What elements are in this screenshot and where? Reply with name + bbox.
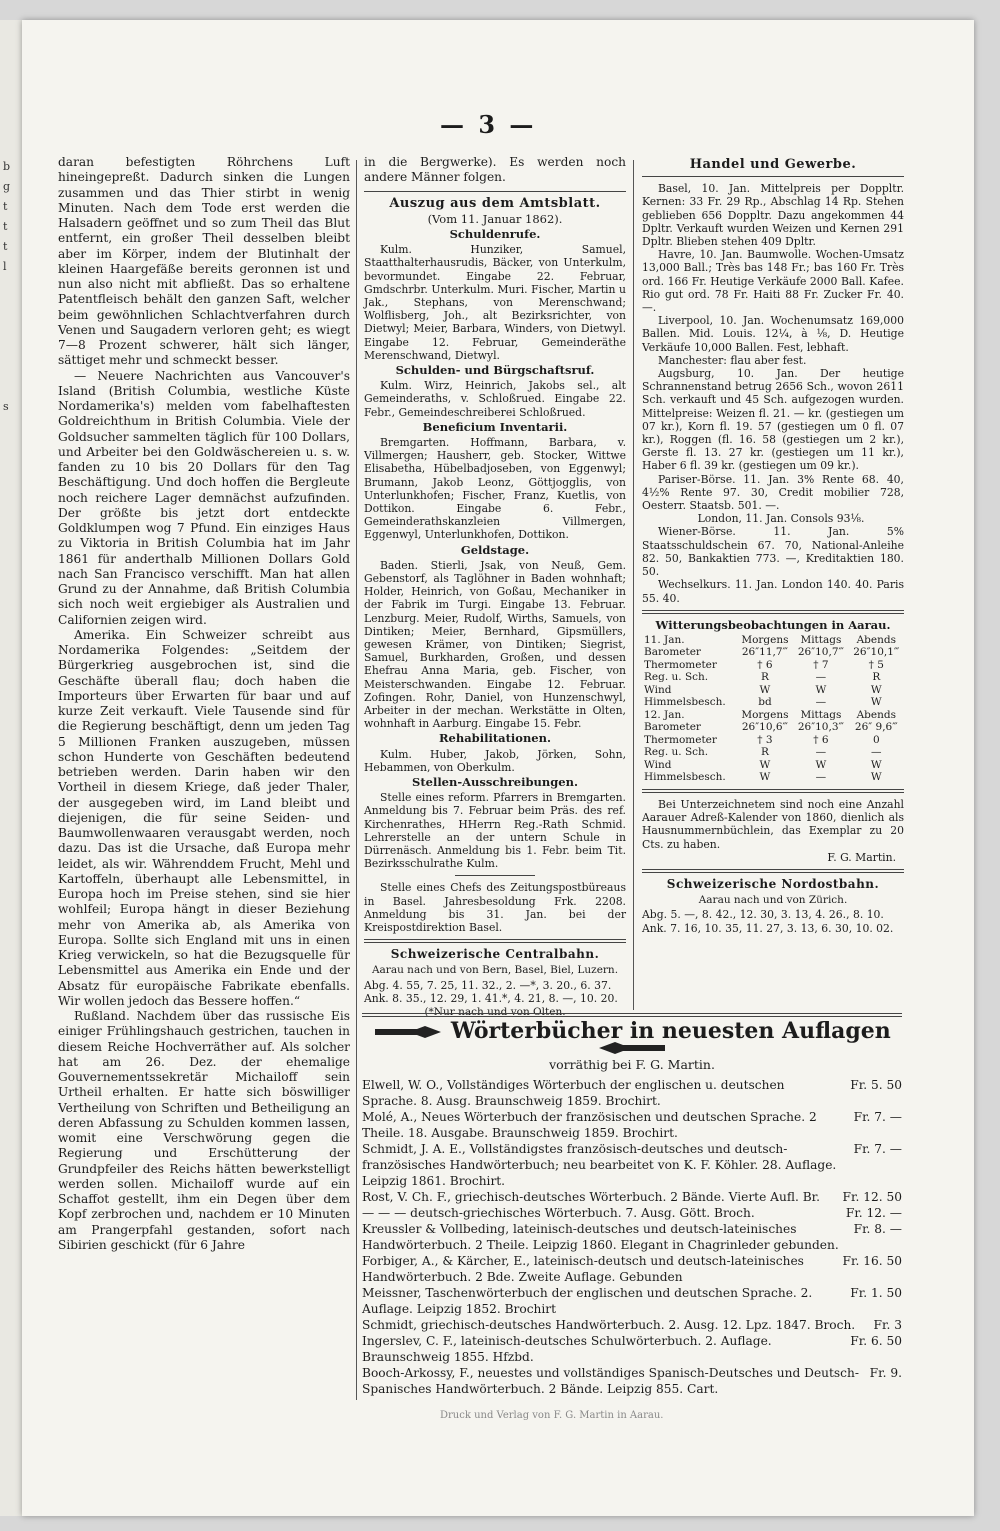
column-rule-1: [356, 160, 357, 1400]
geldstage-text: Baden. Stierli, Jsak, von Neuß, Gem. Gebenstorf, als Taglöhner in Baden wohnhaft; Holder, Heinrich, von Goßau, Mechaniker in der Fabrik im Turgi. Eingabe 13. Februar. Lenzburg. Meier, Rudolf, Wirths, Samuels, von Dintiken; Meier, Bernhard, Gipsmüllers, gewesen Krämer, von Dintiken; Siegrist, Samuel, Burkharden, Großen, und dessen Ehefrau Anna Maria, geb. Fischer, von Meisterschwanden. Eingabe 12. Februar. Zofingen. Rohr, Daniel, von Hunzenschwyl, Arbeiter in der mechan. Werkstätte in Olten, wohnhaft in Aarburg. Eingabe 15. Febr.: [364, 558, 626, 731]
ad-entry-text: Elwell, W. O., Vollständiges Wörterbuch der englischen u. deutschen Sprache. 8. Ausg. Braunschweig 1859. Brochirt.: [362, 1078, 785, 1108]
weather-cell: R: [760, 671, 769, 684]
imprint: Druck und Verlag von F. G. Martin in Aarau.: [440, 1410, 664, 1421]
weather-row: [642, 721, 904, 734]
ad-entry: [362, 1109, 902, 1141]
centralbahn-arrivals: Ank. 8. 35., 12. 29, 1. 41.*, 4. 21, 8. —, 10. 20.: [364, 991, 618, 1005]
ad-entry-text: Schmidt, griechisch-deutsches Handwörterbuch. 2. Ausg. 12. Lpz. 1847. Broch.: [362, 1318, 856, 1332]
weather-row: [642, 759, 904, 772]
article-russland: Rußland. Nachdem über das russische Eis einiger Frühlingshauch gestrichen, tauchen in diesem Reiche Hochverräther auf. Als solcher hat am 26. Dez. der ehemalige Gouvernementssekretär Michailoff sein Urtheil erhalten. Er hatte sich böswilliger Vertheilung von Schriften und Betheiligung an deren Abfassung zu Schulden kommen lassen, womit eine Verschwörung gegen die Regierung und Erschütterung der Grundpfeiler des Reichs hätten bewerkstelligt werden sollen. Michailoff wurde auf ein Schaffot gestellt, ihm ein Degen über dem Kopf zerbrochen und, nachdem er 10 Minuten am Prangerpfahl gestanden, sofort nach Sibirien geschickt (für 6 Jahre: [58, 1009, 350, 1252]
weather-cell: 26″10,7‴: [797, 646, 844, 659]
article-patentfleisch: daran befestigten Röhrchens Luft hineingepreßt. Dadurch sinken die Lungen zusammen und das Thier stirbt in wenig Minuten. Nach dem Tode erst werden die Halsadern geöffnet und so zum Theil das Blut entfernt, ein großer Theil desselben bleibt aber im Körper, indem der Blutinhalt der kleinen Haargefäße bereits geronnen ist und nun also nicht mit abfließt. Das so erhaltene Patentfleisch behält den ganzen Saft, welcher beim gewöhnlichen Schlachtverfahren durch Venen und Saugadern verloren geht; es wiegt 7—8 Prozent schwerer, hält sich länger, sättiget mehr und schmeckt besser.: [58, 155, 350, 368]
market-london: London, 11. Jan. Consols 93⅛.: [697, 512, 865, 526]
divider: [642, 789, 904, 793]
weather-row: [642, 696, 904, 709]
stellen-text: Stelle eines reform. Pfarrers in Bremgarten. Anmeldung bis 7. Februar beim Präs. des ref. Kirchenrathes, HHerrn Reg.-Rath Schmid. Lehrerstelle an der untern Schule in Dürrenäsch. Anmeldung bis 1. Febr. beim Tit. Bezirksschulrathe Kulm.: [364, 791, 626, 871]
weather-cell: W: [870, 771, 882, 784]
weather-cell: W: [815, 758, 827, 771]
market-augsburg: Augsburg, 10. Jan. Der heutige Schrannenstand betrug 2656 Sch., wovon 2611 Sch. verkauft und 45 Sch. aufgezogen wurden. Mittelpreise: Weizen fl. 21. — kr. (gestiegen um 07 kr.), Korn fl. 19. 57 (gestiegen um 0 fl. 07 kr.), Roggen (fl. 16. 58 (gestiegen um 2 kr.), Gerste fl. 13. 27 kr. (gestiegen um 11 kr.), Haber 6 fl. 39 kr. (gestiegen um 09 kr.).: [642, 367, 904, 473]
ad-entry-price: Fr. 12. 50: [842, 1190, 902, 1204]
ad-entry: [362, 1253, 902, 1285]
nordostbahn-arrivals: Ank. 7. 16, 10. 35, 11. 27, 3. 13, 6. 30, 10. 02.: [642, 921, 894, 935]
weather-row: [642, 684, 904, 697]
weather-cell: Abends: [856, 633, 896, 646]
ad-entry-price: Fr. 8. —: [853, 1222, 902, 1236]
beneficium-text: Bremgarten. Hoffmann, Barbara, v. Villmergen; Hausherr, geb. Stocker, Wittwe Elisabetha, Hübelbadjoseben, von Eggenwyl; Brumann, Jakob Leonz, Göttjogglis, von Unterlunkhofen; Fischer, Franz, Kuetlis, von Dottikon. Eingabe 6. Febr., Gemeinderathskanzleien Villmergen, Eggenwyl, Unterlunkhofen, Dottikon.: [364, 435, 626, 542]
weather-cell: Morgens: [741, 708, 789, 721]
market-havre: Havre, 10. Jan. Baumwolle. Wochen-Umsatz 13,000 Ball.; Très bas 148 Fr.; bas 160 Fr. Très ord. 166 Fr. Heutige Verkäufe 2000 Ball. Kafee. Rio gut ord. 78 Fr. Haiti 88 Fr. Zucker Fr. 40. —.: [642, 248, 904, 315]
ad-title: Wörterbücher in neuesten Auflagen: [450, 1018, 891, 1044]
divider: [642, 610, 904, 614]
weather-cell: † 5: [868, 658, 884, 671]
weather-cell: Barometer: [644, 721, 701, 734]
rehabilitationen-text: Kulm. Huber, Jakob, Jörken, Sohn, Hebammen, von Oberkulm.: [364, 747, 626, 774]
amtsblatt-title: Auszug aus dem Amtsblatt.: [389, 195, 601, 211]
market-liverpool: Liverpool, 10. Jan. Wochenumsatz 169,000 Ballen. Mid. Louis. 12¼, à ⅛, D. Heutige Verkäufe 10,000 Ballen. Fest, lebhaft.: [642, 314, 904, 354]
weather-cell: 26″10,3‴: [797, 721, 844, 734]
ad-entry: [362, 1365, 902, 1397]
ad-entry: [362, 1205, 902, 1221]
centralbahn-title: Schweizerische Centralbahn.: [390, 947, 600, 962]
weather-table: [642, 634, 904, 784]
article-vancouver: — Neuere Nachrichten aus Vancouver's Island (British Columbia, westliche Küste Nordamerika's) melden vom fabelhaftesten Goldreichthum in British Columbia. Viele der Goldsucher sammelten täglich für 100 Dollars, und Arbeiter bei den Goldwäschereien u. s. w. fanden zu 10 bis 20 Dollars für den Tag Beschäftigung. Und doch hoffen die Bergleute noch reichere Lager demnächst aufzufinden. Der größte bis jetzt dort entdeckte Goldklumpen wog 7 Pfund. Ein einziges Haus zu Viktoria in British Columbia hat im Jahr 1861 für anderthalb Millionen Dollars Gold nach San Francisco verschifft. Man hat allen Grund zu der Annahme, daß British Columbia sich noch weit ergiebiger als Australien und Californien zeigen wird.: [58, 368, 350, 627]
centralbahn-note: (*Nur nach und von Olten.: [424, 1006, 566, 1019]
ad-entry: [362, 1285, 902, 1317]
ad-entry-price: Fr. 16. 50: [842, 1254, 902, 1268]
column-left: [58, 155, 350, 1253]
section-schuldenrufe: Schuldenrufe.: [449, 226, 541, 241]
notice-signature: F. G. Martin.: [827, 850, 896, 864]
divider: [642, 176, 904, 177]
nordostbahn-route: Aarau nach und von Zürich.: [698, 894, 848, 907]
previous-page-edge: b g t t t l s: [0, 20, 23, 1516]
nordostbahn-departures: Abg. 5. —, 8. 42., 12. 30, 3. 13, 4. 26., 8. 10.: [642, 908, 884, 922]
weather-cell: Reg. u. Sch.: [644, 746, 709, 759]
ad-entry: [362, 1221, 902, 1253]
weather-cell: † 6: [757, 658, 773, 671]
weather-cell: —: [815, 671, 827, 684]
ad-entry: [362, 1189, 902, 1205]
weather-cell: R: [760, 746, 769, 759]
ad-entry-text: Ingerslev, C. F., lateinisch-deutsches Schulwörterbuch. 2. Auflage. Braunschweig 1855. Hfzbd.: [362, 1334, 772, 1364]
divider: [455, 875, 535, 876]
ad-entry-price: Fr. 7. —: [853, 1110, 902, 1124]
ad-entry: [362, 1317, 902, 1333]
weather-cell: Morgens: [741, 633, 789, 646]
market-basel: Basel, 10. Jan. Mittelpreis per Doppltr. Kernen: 33 Fr. 29 Rp., Abschlag 14 Rp. Stehen geblieben 656 Doppltr. Dazu angekommen 44 Dpltr. Verkauft wurden Weizen und Kernen 291 Dpltr. Blieben stehen 409 Dpltr.: [642, 182, 904, 249]
market-wechselkurs: Wechselkurs. 11. Jan. London 140. 40. Paris 55. 40.: [642, 578, 904, 605]
divider: [362, 1013, 902, 1017]
weather-row: [642, 634, 904, 647]
ad-entry: [362, 1141, 902, 1189]
ad-entry-text: Rost, V. Ch. F., griechisch-deutsches Wörterbuch. 2 Bände. Vierte Aufl. Br.: [362, 1190, 821, 1204]
ad-subtitle: vorräthig bei F. G. Martin.: [549, 1057, 715, 1072]
column-rule-2: [633, 160, 634, 1010]
weather-row: [642, 746, 904, 759]
weather-cell: W: [759, 683, 771, 696]
handel-title: Handel und Gewerbe.: [689, 157, 857, 172]
weather-cell: † 6: [813, 733, 829, 746]
weather-row: [642, 709, 904, 722]
weather-cell: W: [815, 683, 827, 696]
pointing-hand-right-icon: [373, 1025, 443, 1039]
weather-cell: —: [815, 696, 827, 709]
ad-entry-price: Fr. 1. 50: [850, 1286, 902, 1300]
ad-entry-price: Fr. 12. —: [845, 1206, 902, 1220]
ad-entries: [362, 1077, 902, 1397]
ad-entry-text: Booch-Arkossy, F., neuestes und vollständiges Spanisch-Deutsches und Deutsch-Spanisches Handwörterbuch. 2 Bände. Leipzig 855. Cart.: [362, 1366, 859, 1396]
weather-cell: Mittags: [800, 633, 842, 646]
weather-row: [642, 671, 904, 684]
weather-cell: Mittags: [800, 708, 842, 721]
weather-cell: 26″10,6‴: [741, 721, 788, 734]
ad-entry-text: Schmidt, J. A. E., Vollständigstes französisch-deutsches und deutsch-französisches Handwörterbuch; neu bearbeitet von K. F. Köhler. 28. Auflage. Leipzig 1861. Brochirt.: [362, 1142, 837, 1188]
divider: [364, 939, 626, 943]
weather-cell: W: [759, 758, 771, 771]
ad-entry-text: Molé, A., Neues Wörterbuch der französischen und deutschen Sprache. 2 Theile. 18. Ausgabe. Braunschweig 1859. Brochirt.: [362, 1110, 817, 1140]
ad-entry-price: Fr. 5. 50: [850, 1078, 902, 1092]
weather-cell: —: [871, 746, 882, 759]
weather-cell: 26″ 9,6‴: [854, 721, 898, 734]
weather-cell: † 7: [813, 658, 829, 671]
weather-row: [642, 771, 904, 784]
weather-cell: † 3: [757, 733, 773, 746]
market-paris: Pariser-Börse. 11. Jan. 3% Rente 68. 40, 4½% Rente 97. 30, Credit mobilier 728, Oesterr. Staatsb. 501. —.: [642, 472, 904, 513]
ad-entry-price: Fr. 7. —: [853, 1142, 902, 1156]
ad-entry: [362, 1077, 902, 1109]
ad-entry-price: Fr. 9.: [869, 1366, 902, 1380]
weather-cell: W: [870, 758, 882, 771]
weather-cell: Thermometer: [644, 658, 717, 671]
pointing-hand-left-icon: [597, 1041, 667, 1055]
ad-title-row: [362, 1018, 902, 1055]
dictionary-advertisement: [362, 1013, 902, 1397]
weather-cell: 11. Jan.: [644, 633, 685, 646]
weather-cell: Wind: [644, 683, 672, 696]
schuldenrufe-text: Kulm. Hunziker, Samuel, Staatthalterhausrudis, Bäcker, von Unterkulm, bevormundet. Eingabe 22. Februar, Gmdschrbr. Unterkulm. Muri. Fischer, Martin u Jak., Stephans, von Merenschwand; Wolflisberg, Joh., alt Bezirksrichter, von Dietwyl; Meier, Barbara, Winders, von Dietwyl. Eingabe 12. Februar, Gemeinderäthe Merenschwand, Dietwyl.: [364, 243, 626, 362]
ad-entry-text: — — — deutsch-griechisches Wörterbuch. 7. Ausg. Gött. Broch.: [362, 1206, 755, 1220]
ad-entry-text: Forbiger, A., & Kärcher, E., lateinisch-deutsch und deutsch-lateinisches Handwörterbuch. 2 Bde. Zweite Auflage. Gebunden: [362, 1254, 804, 1284]
weather-row: [642, 659, 904, 672]
column-middle: [364, 155, 626, 1020]
market-manchester: Manchester: flau aber fest.: [658, 353, 807, 367]
divider: [642, 869, 904, 873]
weather-row: [642, 646, 904, 659]
zeitungspost-text: Stelle eines Chefs des Zeitungspostbüreaus in Basel. Jahresbesoldung Frk. 2208. Anmeldung bis 31. Jan. bei der Kreispostdirektion Basel.: [364, 881, 626, 935]
weather-cell: —: [815, 746, 827, 759]
continued-text: in die Bergwerke). Es werden noch andere Männer folgen.: [364, 155, 626, 185]
centralbahn-departures: Abg. 4. 55, 7. 25, 11. 32., 2. —*, 3. 20., 6. 37.: [364, 978, 612, 992]
weather-cell: W: [870, 696, 882, 709]
buergschaftsruf-text: Kulm. Wirz, Heinrich, Jakobs sel., alt Gemeinderaths, v. Schloßrued. Eingabe 22. Febr., Gemeindeschreiberei Schloßrued.: [364, 379, 626, 419]
market-wien: Wiener-Börse. 11. Jan. 5% Staatsschuldschein 67. 70, National-Anleihe 82. 50, Bankaktien 773. —, Kreditaktien 180. 50.: [642, 525, 904, 579]
section-geldstage: Geldstage.: [460, 542, 530, 557]
weather-cell: 0: [872, 733, 880, 746]
nordostbahn-title: Schweizerische Nordostbahn.: [666, 876, 880, 891]
weather-cell: R: [872, 671, 881, 684]
section-buergschaftsruf: Schulden- und Bürgschaftsruf.: [395, 362, 595, 377]
weather-cell: —: [815, 771, 827, 784]
weather-row: [642, 734, 904, 747]
ad-entry-text: Kreussler & Vollbeding, lateinisch-deutsches und deutsch-lateinisches Handwörterbuch. 2 Theile. Leipzig 1860. Elegant in Chagrinleder gebunden.: [362, 1222, 839, 1252]
weather-cell: bd: [758, 696, 772, 709]
weather-cell: Wind: [644, 758, 672, 771]
weather-cell: Himmelsbesch.: [644, 771, 726, 784]
weather-cell: Thermometer: [644, 733, 717, 746]
weather-cell: 12. Jan.: [644, 708, 685, 721]
weather-cell: W: [759, 771, 771, 784]
centralbahn-route: Aarau nach und von Bern, Basel, Biel, Luzern.: [371, 964, 619, 977]
weather-cell: Abends: [856, 708, 896, 721]
weather-cell: 26″11,7‴: [741, 646, 788, 659]
weather-cell: Himmelsbesch.: [644, 696, 726, 709]
amtsblatt-date: (Vom 11. Januar 1862).: [427, 211, 563, 226]
section-rehabilitationen: Rehabilitationen.: [439, 731, 551, 746]
ad-entry-price: Fr. 6. 50: [850, 1334, 902, 1348]
calendar-notice: Bei Unterzeichnetem sind noch eine Anzahl Aarauer Adreß-Kalender von 1860, dienlich als Hausnummernbüchlein, das Exemplar zu 20 Cts. zu haben.: [642, 797, 904, 851]
weather-cell: W: [870, 683, 882, 696]
section-beneficium: Beneficium Inventarii.: [422, 419, 568, 434]
weather-title: Witterungsbeobachtungen in Aarau.: [655, 617, 891, 632]
divider: [364, 191, 626, 192]
article-amerika: Amerika. Ein Schweizer schreibt aus Nordamerika Folgendes: „Seitdem der Bürgerkrieg ausgebrochen ist, sind die Geschäfte überall flau; doch haben die Importeurs über Erwarten für baar und auf kurze Zeit verkauft. Viele Tausende sind für die Regierung beschäftigt, denn um jeden Tag 5 Millionen Franken auszugeben, müssen schon Hunderte von Geschäften bedeutend betrieben werden. Darin haben wir den Vortheil in diesem Kriege, daß jeder Thaler, der ausgegeben wird, im Land bleibt und diejenigen, die für seine Seiden- und Baumwollenwaaren verausgabt werden, noch dazu. Das ist die Ursache, daß Europa mehr leidet, als wir. Währenddem Frucht, Mehl und Kartoffeln, überhaupt alle Lebensmittel, in Europa hoch im Preise stehen, sind sie hier wohlfeil; Europa hängt in dieser Beziehung mehr von Amerika ab, als Amerika von Europa. Sollte sich England mit uns in einen Krieg verwickeln, so hat die Bezugsquelle für Lebensmittel aus Amerika ein Ende und der Absatz für europäische Fabrikate ebenfalls. Wir wollen jedoch das Bessere hoffen.“: [58, 627, 350, 1008]
section-stellen: Stellen-Ausschreibungen.: [412, 775, 578, 790]
weather-cell: 26″10,1‴: [853, 646, 900, 659]
column-right: [642, 155, 904, 935]
ad-entry-text: Meissner, Taschenwörterbuch der englischen und deutschen Sprache. 2. Auflage. Leipzig 1852. Brochirt: [362, 1286, 813, 1316]
page-number: — 3 —: [440, 110, 537, 139]
weather-cell: Reg. u. Sch.: [644, 671, 709, 684]
ad-entry-price: Fr. 3: [873, 1318, 902, 1332]
ad-entry: [362, 1333, 902, 1365]
weather-cell: Barometer: [644, 646, 701, 659]
